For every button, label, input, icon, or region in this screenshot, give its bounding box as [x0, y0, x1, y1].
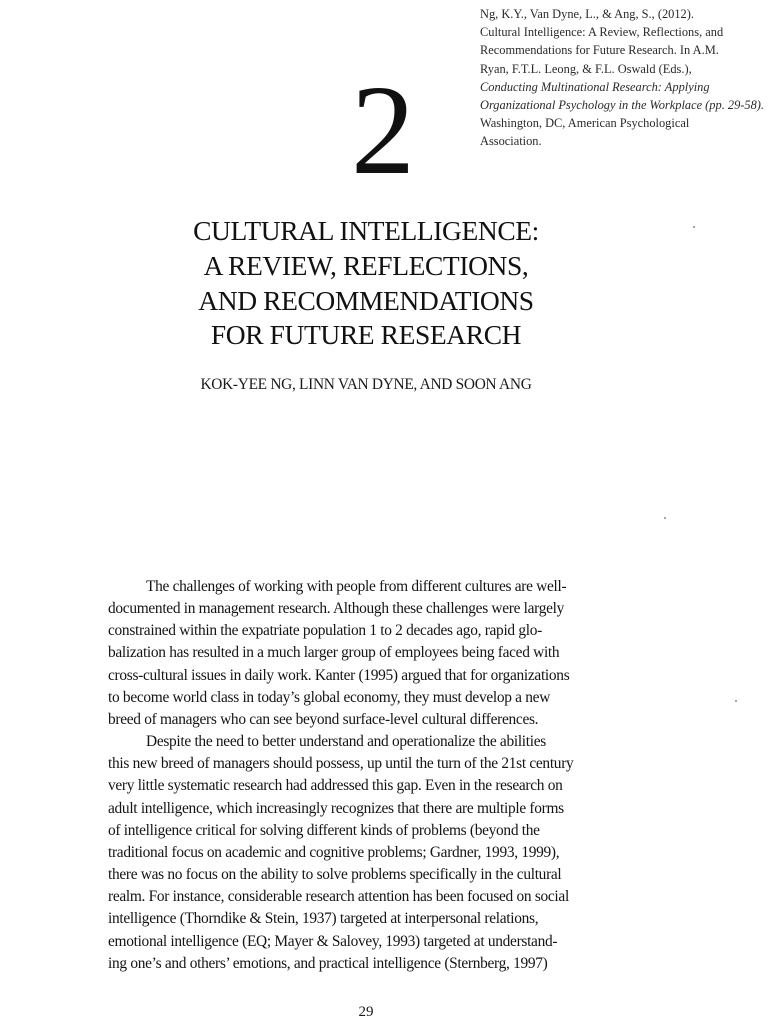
citation-line: Cultural Intelligence: A Review, Reflections, and [480, 25, 724, 40]
scan-speck [693, 226, 695, 228]
chapter-title-line: FOR FUTURE RESEARCH [210, 319, 522, 351]
chapter-number: 2 [351, 59, 415, 201]
body-line: documented in management research. Although these challenges were largely [108, 600, 565, 618]
body-line: realm. For instance, considerable research attention has been focused on social [108, 888, 569, 906]
page-number: 29 [358, 1004, 374, 1020]
body-line: constrained within the expatriate population 1 to 2 decades ago, rapid glo- [108, 622, 542, 640]
citation-book-title-line: Conducting Multinational Research: Applying [480, 79, 710, 94]
body-line: emotional intelligence (EQ; Mayer & Salovey, 1993) targeted at understand- [108, 932, 558, 950]
citation-book-title-line: Organizational Psychology in the Workplace (pp. 29-58). [480, 98, 765, 113]
body-line: this new breed of managers should possess, up until the turn of the 21st century [108, 755, 574, 773]
body-line: of intelligence critical for solving different kinds of problems (beyond the [108, 821, 540, 839]
scan-speck [735, 700, 737, 702]
body-line: breed of managers who can see beyond surface-level cultural differences. [108, 710, 539, 728]
chapter-title-line: AND RECOMMENDATIONS [198, 284, 534, 316]
body-line: very little systematic research had addressed this gap. Even in the research on [108, 777, 563, 795]
body-line: cross-cultural issues in daily work. Kanter (1995) argued that for organizations [108, 666, 570, 684]
body-line: to become world class in today’s global economy, they must develop a new [108, 688, 551, 706]
chapter-title-line: CULTURAL INTELLIGENCE: [193, 215, 539, 246]
body-text [108, 576, 630, 975]
body-line: Despite the need to better understand and operationalize the abilities [146, 733, 546, 751]
body-line: The challenges of working with people from different cultures are well- [146, 578, 567, 595]
citation-line: Association. [480, 134, 542, 149]
body-line: ing one’s and others’ emotions, and practical intelligence (Sternberg, 1997) [108, 954, 548, 972]
chapter-title [150, 214, 582, 353]
body-line: traditional focus on academic and cognitive problems; Gardner, 1993, 1999), [108, 843, 560, 861]
scan-speck [664, 517, 666, 519]
citation-line: Washington, DC, American Psychological [480, 116, 690, 131]
citation-block [480, 5, 766, 151]
chapter-title-line: A REVIEW, REFLECTIONS, [203, 249, 529, 281]
body-line: intelligence (Thorndike & Stein, 1937) targeted at interpersonal relations, [108, 910, 539, 928]
body-line: adult intelligence, which increasingly recognizes that there are multiple forms [108, 799, 564, 817]
body-line: there was no focus on the ability to solve problems specifically in the cultural [108, 866, 562, 884]
citation-line: Ryan, F.T.L. Leong, & F.L. Oswald (Eds.), [480, 61, 692, 76]
citation-line: Recommendations for Future Research. In A.M. [480, 43, 719, 58]
chapter-authors: KOK-YEE NG, LINN VAN DYNE, AND SOON ANG [200, 376, 532, 393]
body-line: balization has resulted in a much larger group of employees being faced with [108, 644, 560, 662]
citation-line: Ng, K.Y., Van Dyne, L., & Ang, S., (2012). [480, 7, 694, 21]
